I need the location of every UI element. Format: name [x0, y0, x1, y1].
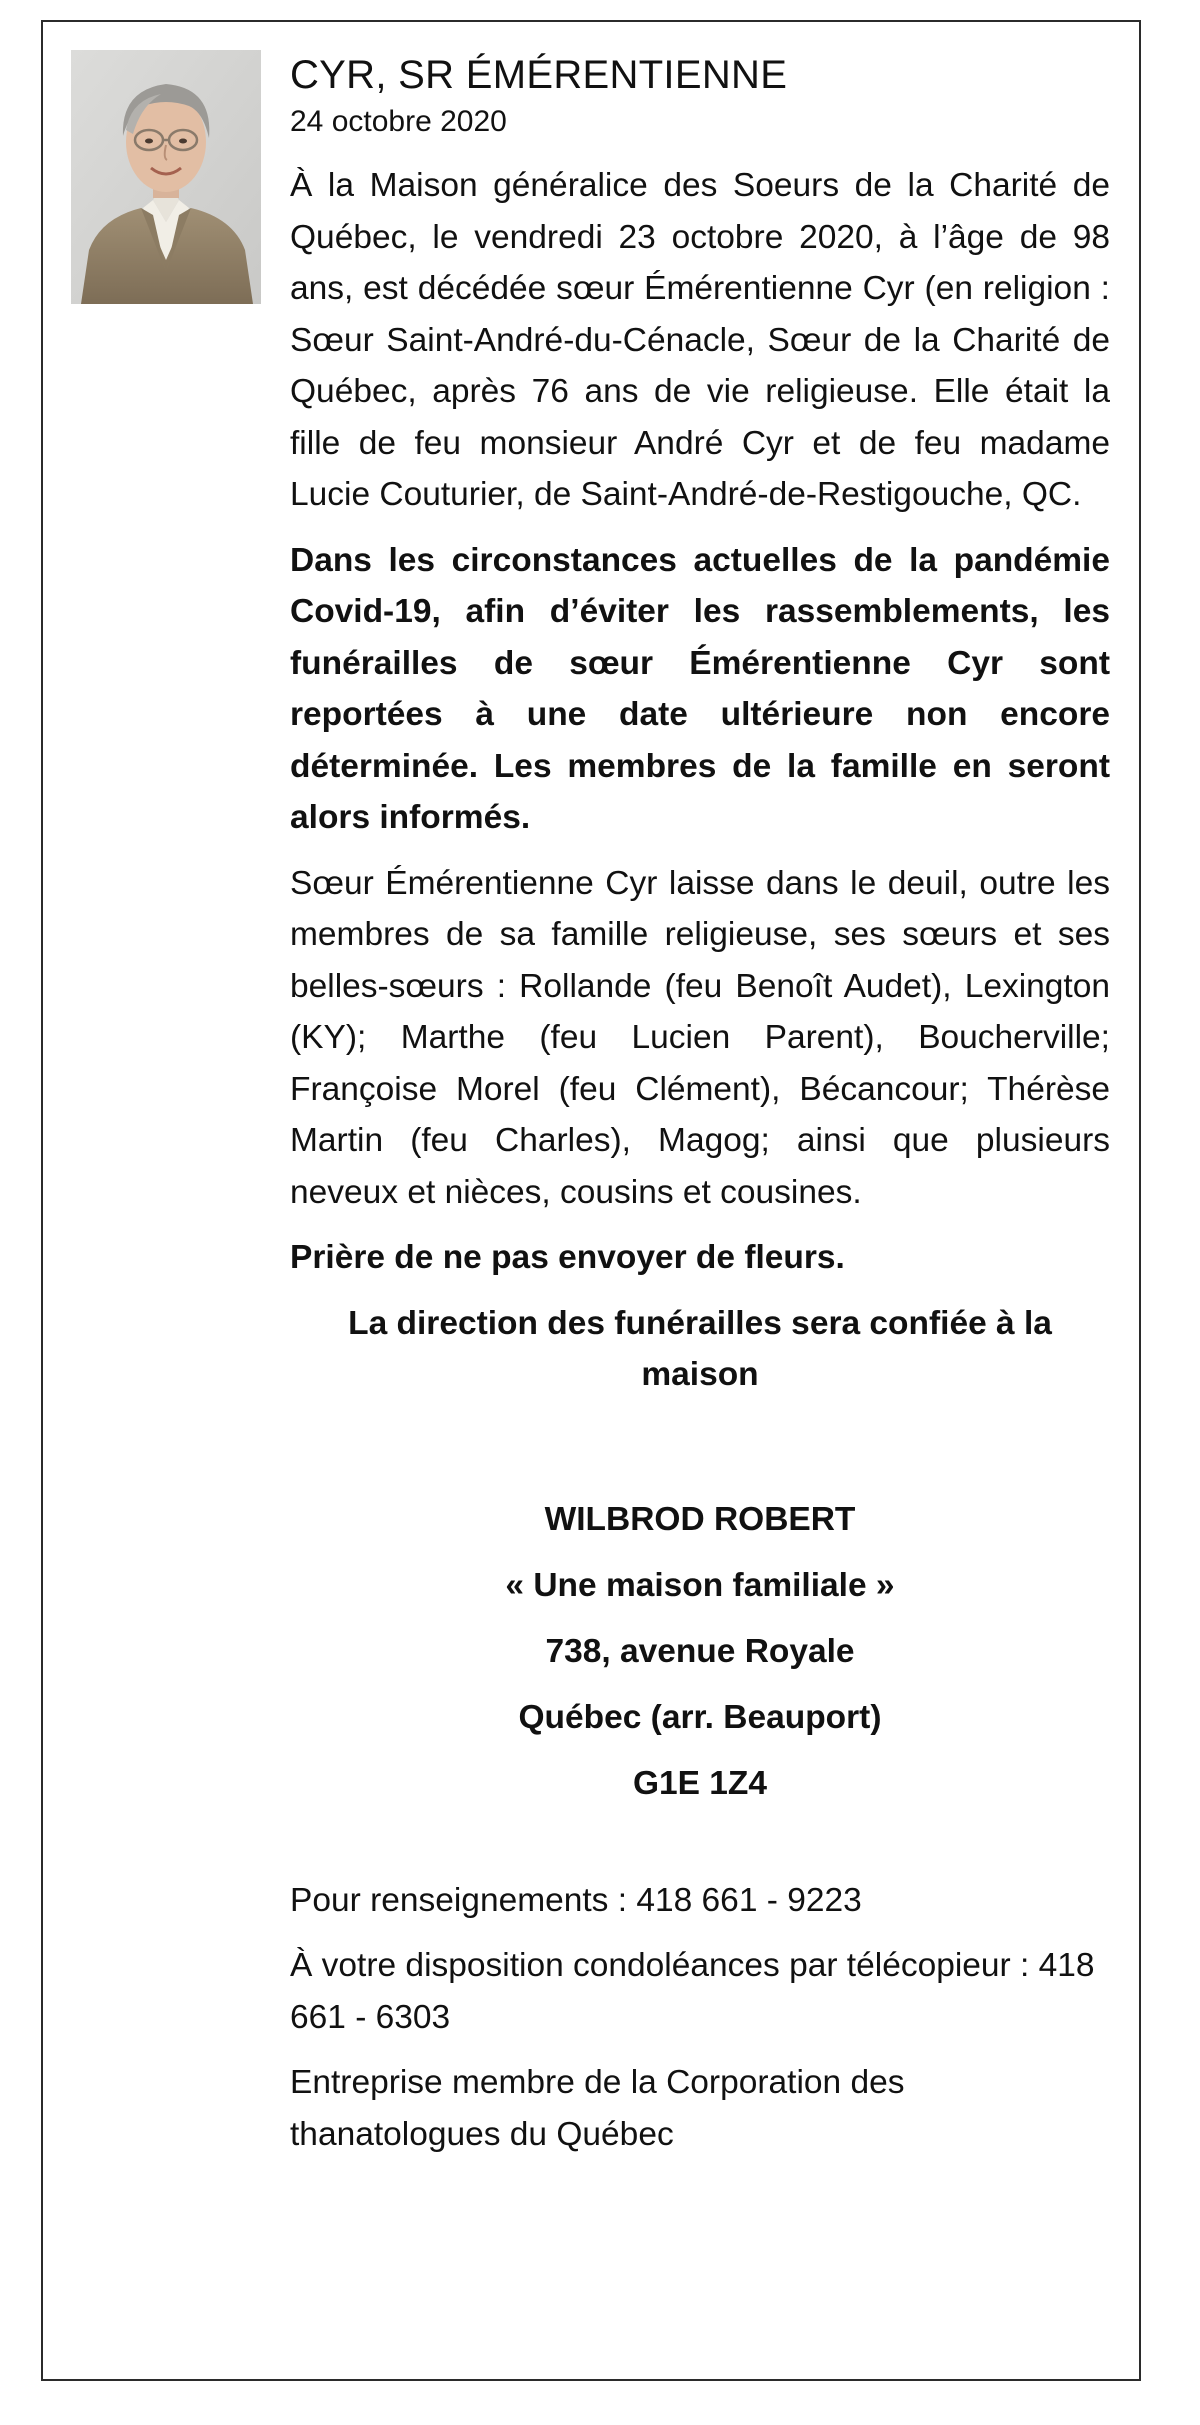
- deceased-name: CYR, SR ÉMÉRENTIENNE: [290, 53, 788, 97]
- funeral-home-block: [290, 1487, 1110, 1817]
- funeral-home-street: 738, avenue Royale: [545, 1632, 855, 1670]
- fax-condolences-line: À votre disposition condoléances par télécopieur : 418 661 - 6303: [290, 1947, 1095, 2036]
- info-phone-line: Pour renseignements : 418 661 - 9223: [290, 1881, 862, 1919]
- family-paragraph: Sœur Émérentienne Cyr laisse dans le deuil, outre les membres de sa famille religieuse, ses sœurs et ses belles-sœurs : Rollande (feu Benoît Audet), Lexington (KY); Marthe (feu Lucien Parent), Boucherville; Françoise Morel (feu Clément), Bécancour; Thérèse Martin (feu Charles), Magog; ainsi que plusieurs neveux et nièces, cousins et cousines.: [290, 864, 1110, 1211]
- funeral-home-postal-code: G1E 1Z4: [632, 1764, 768, 1802]
- obituary-content: [290, 46, 1110, 2160]
- membership-line: Entreprise membre de la Corporation des thanatologues du Québec: [290, 2064, 905, 2153]
- no-flowers-notice: Prière de ne pas envoyer de fleurs.: [290, 1239, 845, 1276]
- funeral-home-name: WILBROD ROBERT: [544, 1500, 856, 1538]
- publication-date: 24 octobre 2020: [290, 105, 507, 138]
- portrait-photo: [71, 50, 261, 304]
- death-announcement-paragraph: À la Maison généralice des Soeurs de la Charité de Québec, le vendredi 23 octobre 2020, à l’âge de 98 ans, est décédée sœur Émérentienne Cyr (en religion : Sœur Saint-André-du-Cénacle, Sœur de la Charité de Québec, après 76 ans de vie religieuse. Elle était la fille de feu monsieur André Cyr et de feu madame Lucie Couturier, de Saint-André-de-Restigouche, QC.: [290, 167, 1110, 513]
- funeral-home-city: Québec (arr. Beauport): [518, 1698, 882, 1736]
- funeral-direction-notice: La direction des funérailles sera confiée à la maison: [348, 1304, 1052, 1393]
- covid-notice-paragraph: Dans les circonstances actuelles de la pandémie Covid-19, afin d’éviter les rassemblements, les funérailles de sœur Émérentienne Cyr sont reportées à une date ultérieure non encore déterminée. Les membres de la famille en seront alors informés.: [290, 541, 1110, 836]
- funeral-home-slogan: « Une maison familiale »: [505, 1566, 895, 1604]
